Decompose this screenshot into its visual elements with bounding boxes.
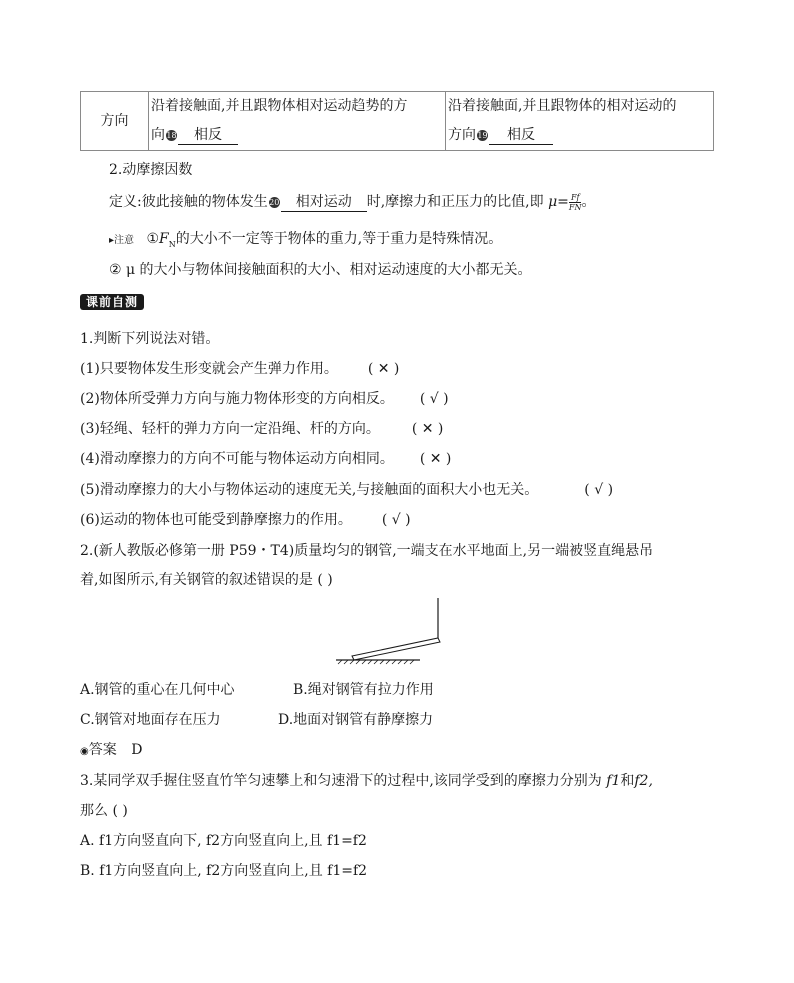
static-friction-direction-cell xyxy=(149,92,446,151)
definition-end: 。 xyxy=(581,194,596,210)
judge-item-text: (1)只要物体发生形变就会产生弹力作用。 xyxy=(80,361,338,377)
steel-pipe xyxy=(352,638,440,660)
question-3-stem-line-2: 那么 ( ) xyxy=(80,803,128,819)
answer-icon: ◉ xyxy=(80,746,89,757)
answer-value: D xyxy=(131,742,143,758)
answer-label: 答案 xyxy=(88,742,117,758)
answer-blank: 相反 xyxy=(178,126,238,145)
judge-item-text: (5)滑动摩擦力的大小与物体运动的速度无关,与接触面的面积大小也无关。 xyxy=(80,482,539,498)
note-text: 的大小不一定等于物体的重力,等于重力是特殊情况。 xyxy=(175,231,503,247)
option-a: A.钢管的重心在几何中心 xyxy=(80,682,235,698)
option-d: D.地面对钢管有静摩擦力 xyxy=(278,712,434,728)
force-subscript: N xyxy=(168,239,176,249)
option-a: A. f1方向竖直向下, f2方向竖直向上,且 f1=f2 xyxy=(80,833,367,849)
question-2-stem-line-1: 2.(新人教版必修第一册 P59・T4)质量均匀的钢管,一端支在水平地面上,另一端被竖直绳悬吊 xyxy=(80,543,654,559)
note-index: ① xyxy=(146,231,160,247)
judge-mark: ( ✕ ) xyxy=(367,361,400,377)
judge-mark: ( √ ) xyxy=(419,391,449,407)
definition-text: 时,摩擦力和正压力的比值,即 xyxy=(366,194,544,210)
note-line-2: ② μ 的大小与物体间接触面积的大小、相对运动速度的大小都无关。 xyxy=(109,262,532,278)
number-marker: 19 xyxy=(477,131,488,140)
question-3-text: 3.某同学双手握住竖直竹竿匀速攀上和匀速滑下的过程中,该同学受到的摩擦力分别为 xyxy=(80,773,602,789)
friction-direction-table xyxy=(80,91,714,151)
judge-mark: ( √ ) xyxy=(584,482,614,498)
judge-item-text: (4)滑动摩擦力的方向不可能与物体运动方向相同。 xyxy=(80,451,394,467)
note-line-1 xyxy=(109,228,502,249)
row-label: 方向 xyxy=(81,92,149,151)
number-marker: 20 xyxy=(269,198,280,207)
f1-symbol: f1 xyxy=(606,773,621,789)
number-marker: 18 xyxy=(166,131,177,140)
force-symbol: F xyxy=(159,231,169,247)
question-1-stem: 1.判断下列说法对错。 xyxy=(80,331,220,347)
judge-item-text: (6)运动的物体也可能受到静摩擦力的作用。 xyxy=(80,512,352,528)
judge-item-text: (2)物体所受弹力方向与施力物体形变的方向相反。 xyxy=(80,391,394,407)
steel-pipe-figure xyxy=(334,594,444,666)
cell-text: 沿着接触面,并且跟物体相对运动趋势的方 xyxy=(151,98,408,114)
section-heading: 2.动摩擦因数 xyxy=(109,162,193,178)
section-badge: 课前自测 xyxy=(80,294,144,310)
definition-line xyxy=(109,191,595,212)
judge-item xyxy=(80,448,451,468)
cell-text: 方向 xyxy=(448,127,476,143)
cell-text: 向 xyxy=(151,127,165,143)
f2-symbol: f2, xyxy=(634,773,653,789)
option-b: B. f1方向竖直向上, f2方向竖直向上,且 f1=f2 xyxy=(80,863,368,879)
fraction-denominator: FN xyxy=(568,202,582,212)
answer-blank: 相反 xyxy=(489,126,553,145)
fraction-numerator: Ff xyxy=(569,193,582,203)
table-row xyxy=(81,92,714,151)
judge-item xyxy=(80,388,449,408)
note-label: ▸注意 xyxy=(109,235,135,246)
answer-blank: 相对运动 xyxy=(281,193,367,212)
cell-text: 沿着接触面,并且跟物体的相对运动的 xyxy=(448,98,677,114)
answer-line xyxy=(80,739,142,759)
question-3-stem-line-1 xyxy=(80,770,653,790)
judge-item xyxy=(80,479,613,499)
judge-item-text: (3)轻绳、轻杆的弹力方向一定沿绳、杆的方向。 xyxy=(80,421,380,437)
fraction xyxy=(569,193,582,212)
question-2-stem-line-2: 着,如图所示,有关钢管的叙述错误的是 ( ) xyxy=(80,572,333,588)
judge-item xyxy=(80,358,399,378)
judge-mark: ( √ ) xyxy=(381,512,411,528)
judge-item xyxy=(80,509,411,529)
option-b: B.绳对钢管有拉力作用 xyxy=(293,682,434,698)
judge-mark: ( ✕ ) xyxy=(411,421,444,437)
judge-mark: ( ✕ ) xyxy=(419,451,452,467)
sliding-friction-direction-cell xyxy=(446,92,714,151)
and-text: 和 xyxy=(620,773,635,789)
judge-item xyxy=(80,418,443,438)
definition-text: 定义:彼此接触的物体发生 xyxy=(109,194,268,210)
mu-symbol: μ= xyxy=(548,194,569,210)
option-c: C.钢管对地面存在压力 xyxy=(80,712,221,728)
